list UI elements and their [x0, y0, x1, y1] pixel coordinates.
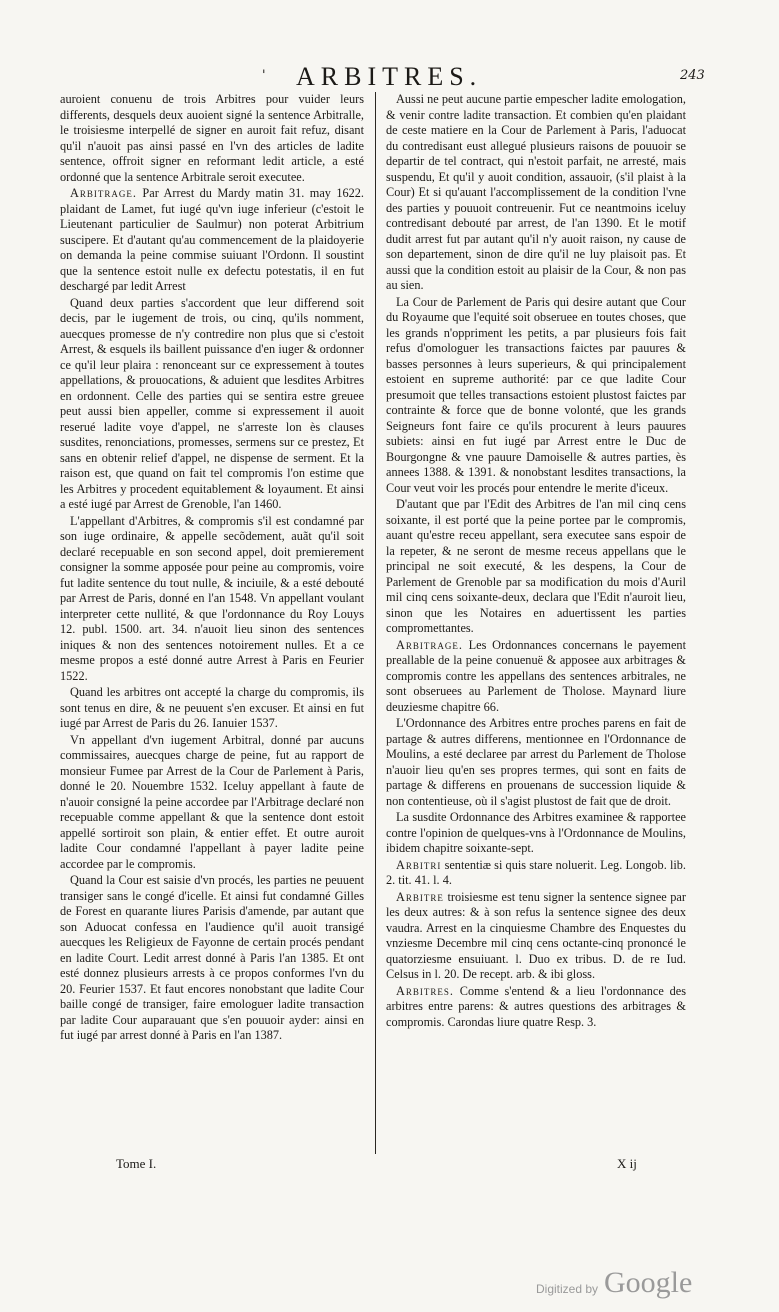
- paragraph-text: Les Ordonnances concernans le payement preallable de la peine conuenuë & apposee aux arbitrages & compromis contre les appellans des sentences arbitrales, ne sont obseruees au Parlement de Tholose. Maynard liure deuziesme chapitre 66.: [386, 637, 686, 714]
- paragraph: [386, 92, 686, 294]
- paragraph-lead: Arbitrage.: [70, 186, 137, 200]
- paragraph: [386, 810, 686, 857]
- google-logo: Google: [604, 1266, 693, 1299]
- paragraph-text: Quand deux parties s'accordent que leur differend soit decis, par le iugement de trois, ou cinq, qu'ils nomment, auecques promesse de n'y contredire non plus que si c'estoit Arrest, & esquels ils baillent puissance d'en iuger & ordonner ce qu'il leur plaira : renonceant sur ce expressement à toutes appellations, & prouocations, & aduient que lesdites Arbitres en ordonnent. Celle des parties qui se sentira estre greuee peut aussi bien appeller, comme si expressement il auoit reserué ladite voye d'appel, ne s'arreste lon ès clauses susdites, renonciations, promesses, sermens sur ce prestez, Et sans en obtenir relief d'appel, ne dispense de serment. Et la raison est, que quand on fait tel compromis l'on estime que les Arbitres y procedent equitablement & loyaument. Et ainsi a esté iugé par Arrest de Grenoble, l'an 1460.: [60, 295, 364, 511]
- digitized-watermark: [536, 1266, 756, 1306]
- paragraph: [386, 295, 686, 497]
- paragraph-lead: Arbitrage.: [396, 637, 463, 652]
- watermark-prefix: Digitized by: [536, 1282, 599, 1296]
- paragraph-text: Quand la Cour est saisie d'vn procés, les parties ne peuuent transiger sans le congé d'icelle. Et ainsi fut condamné Gilles de Forest en quarante liures Parisis d'amende, par autant que son Aduocat confessa en l'audience qu'il auoit transigé auecques les Religieux de Fayonne de certain procés pendant en ladite Court. Ledit arrest donné à Paris l'an 1385. Et ont esté donnez plusieurs arrests à ce propos conformes l'vn du 20. Feurier 1537. Et faut encores nonobstant que ladite Cour baille congé de transiger, faire emologuer ladite transaction par ladite Cour auparauant que s'en pouuoir ayder: ainsi en fut iugé par arrest donné à Paris en l'an 1387.: [60, 873, 364, 1042]
- paragraph-text: Par Arrest du Mardy matin 31. may 1622. plaidant de Lamet, fut iugé qu'vn iuge inferieur (c'estoit le Lieutenant particulier de Saulmur) non poterat Arbitrium suscipere. Et d'autant qu'au commencement de la plaidoyerie on demanda la peine commise suiuant l'Ordonn. Il soustint que la sentence estoit nulle ex defectu potestatis, il en fut deschargé par ledit Arrest: [60, 186, 365, 293]
- paragraph-text: sententiæ si quis stare noluerit. Leg. Longob. lib. 2. tit. 41. l. 4.: [386, 857, 686, 887]
- paragraph: [60, 296, 364, 513]
- paragraph: [386, 638, 686, 716]
- left-column: [60, 92, 364, 1045]
- paragraph: [386, 716, 686, 809]
- column-divider: [375, 92, 376, 1154]
- paragraph-lead: Arbitre: [396, 889, 444, 904]
- paragraph: [60, 514, 364, 685]
- paragraph-text: Quand les arbitres ont accepté la charge du compromis, ils sont tenus en dire, & ne peuuent s'en excuser. Et ainsi en fut iugé par Arrest de Paris du 26. Ianuier 1537.: [60, 685, 364, 730]
- paragraph-text: L'Ordonnance des Arbitres entre proches parens en fait de partage & autres differens, mentionnee en l'Ordonnance de Moulins, a esté declaree par arrest du Parlement de Tholose n'auoir lieu qu'en ses propres termes, qui sont en faits de partage & differens en prouenans de succession liquide & non contentieuse, où il s'agist plustost de fait que de droit.: [386, 716, 686, 808]
- page-title: ARBITRES.: [296, 62, 483, 91]
- paragraph-text: Vn appellant d'vn iugement Arbitral, donné par aucuns commissaires, auecques charge de peine, fut au rapport de monsieur Fumee par Arrest de la Cour de Parlement à Paris, donné le 20. Nouembre 1532. Iceluy appellant à faute de n'auoir consigné la peine accordee par l'Arbitrage declaré non recepuable comme appellant & que la sentence dont estoit appellé sortiroit son plain, & entier effet. Et outre auroit ladite Cour condamné l'appellant à payer ladite peine accordee par le compromis.: [60, 732, 364, 871]
- paragraph-text: troisiesme est tenu signer la sentence signee par les deux autres: & à son refus la sentence signee des deux vaudra. Arrest en la cinquiesme Chambre des Enquestes du vnziesme Decembre mil cinq cens octante-cinq prononcé le quatorziesme ensuiuant. l. Duo ex tribus. D. de re Iud. Celsus in l. 20. De recept. arb. & ibi gloss.: [386, 889, 686, 981]
- paragraph-text: La Cour de Parlement de Paris qui desire autant que Cour du Royaume que l'equité soit obseruee en toutes choses, que les grands n'oppriment les petits, a par plusieurs fois fait refus d'omologuer les transactions faictes par pauures & basses personnes à leurs superieurs, & qui principalement estoient en supreme authorité: par ce que ladite Cour presumoit que telles transactions estoient plustost faictes par contrainte & force que de bonne volonté, que les grands Seigneurs font faire ce qu'ils procurent à leurs pauures subiets: ainsi en fut iugé par Arrest entre le Duc de Bourgongne & vne pauure Damoiselle & autres parties, ès annees 1388. & 1391. & nonobstant lesdites transactions, la Cour veut voir les procés pour entendre le merite d'iceux.: [386, 294, 686, 495]
- right-column: [386, 92, 686, 1031]
- paragraph: [60, 186, 364, 295]
- volume-label: Tome I.: [116, 1156, 157, 1171]
- paragraph-text: auroient conuenu de trois Arbitres pour vuider leurs differents, desquels deux auoient signé la sentence Arbitralle, le troisiesme interpellé de signer en auroit fait refuz, disant qu'il n'auoit pas ainsi passé en l'vn des articles de ladite sentence, offroit signer en reformant ledit article, a esté ordonné que la sentence Arbitrale seroit executee.: [60, 92, 364, 184]
- paragraph: [60, 685, 364, 732]
- header-mark: ': [262, 68, 266, 83]
- page-number: 243: [680, 68, 705, 83]
- paragraph-text: Comme s'entend & a lieu l'ordonnance des arbitres entre parens: & autres questions des arbitrages & compromis. Carondas liure quatre Resp. 3.: [386, 983, 686, 1029]
- paragraph-text: D'autant que par l'Edit des Arbitres de l'an mil cinq cens soixante, il est porté que la peine portee par le compromis, auant qu'estre receu appellant, sera executee sans espoir de la repeter, & ne seront de mesme receus appellans que le principal ne soit executé, & les despens, la Cour de Parlement de Grenoble par sa modification du mois d'Auril mil cinq cens soixante-deux, declara que l'Edit n'auroit lieu, sinon que les Notaires en aduertissent les parties compromettantes.: [386, 497, 686, 635]
- paragraph-text: La susdite Ordonnance des Arbitres examinee & rapportee contre l'opinion de quelques-vns à l'Ordonnance de Moulins, ibidem chapitre soixante-sept.: [386, 810, 686, 855]
- paragraph-text: L'appellant d'Arbitres, & compromis s'il est condamné par son iuge ordinaire, & appelle secõdement, auãt qu'il soit declaré recepuable en son second appel, doit premierement consigner la somme apposée pour peine au compromis, voire fut ladite sentence du tout nulle, & inciuile, & a esté debouté par Arrest de Paris, donné en l'an 1548. Vn appellant voulant interpreter cette nullité, & que l'ordonnance du Roy Louys 12. publ. 1500. art. 34. n'auoit lieu sinon des sentences iniques & non des sentences notoirement nulles. Et a ce mesme propos a esté donné autre Arrest à Paris en Feurier 1522.: [60, 513, 364, 683]
- paragraph: [386, 858, 686, 889]
- paragraph-lead: Arbitri: [396, 857, 442, 872]
- paragraph: [386, 984, 686, 1031]
- signature-mark: X ij: [617, 1156, 637, 1171]
- paragraph: [60, 733, 364, 873]
- paragraph: [386, 497, 686, 637]
- paragraph: [60, 873, 364, 1044]
- paragraph: [60, 92, 364, 185]
- paragraph-lead: Arbitres.: [396, 983, 454, 998]
- paragraph-text: Aussi ne peut aucune partie empescher ladite emologation, & venir contre ladite transaction. Et combien qu'en plaidant de ceste matiere en la Cour de Parlement à Paris, l'aduocat du contredisant eust allegué plusieurs raisons de pouuoir se departir de tel contract, qui n'estoit parfait, ne arresté, mais suspendu, Et qu'il y auoit condition, assauoir, (s'il plaist à la Cour) Et si qu'auant l'accomplissement de la condition l'vne des parties y pouuoit contreuenir. Fut ce neantmoins iceluy contredisant debouté par arrest, de l'an 1390. Et le motif dudit arrest fut par autant qu'il n'y auoit raison, ny cause de son departement, sinon de dire qu'il ne luy plaisoit pas. Et aussi que la condition estoit au plaisir de la Cour, & non pas au sien.: [386, 92, 686, 292]
- paragraph: [386, 890, 686, 983]
